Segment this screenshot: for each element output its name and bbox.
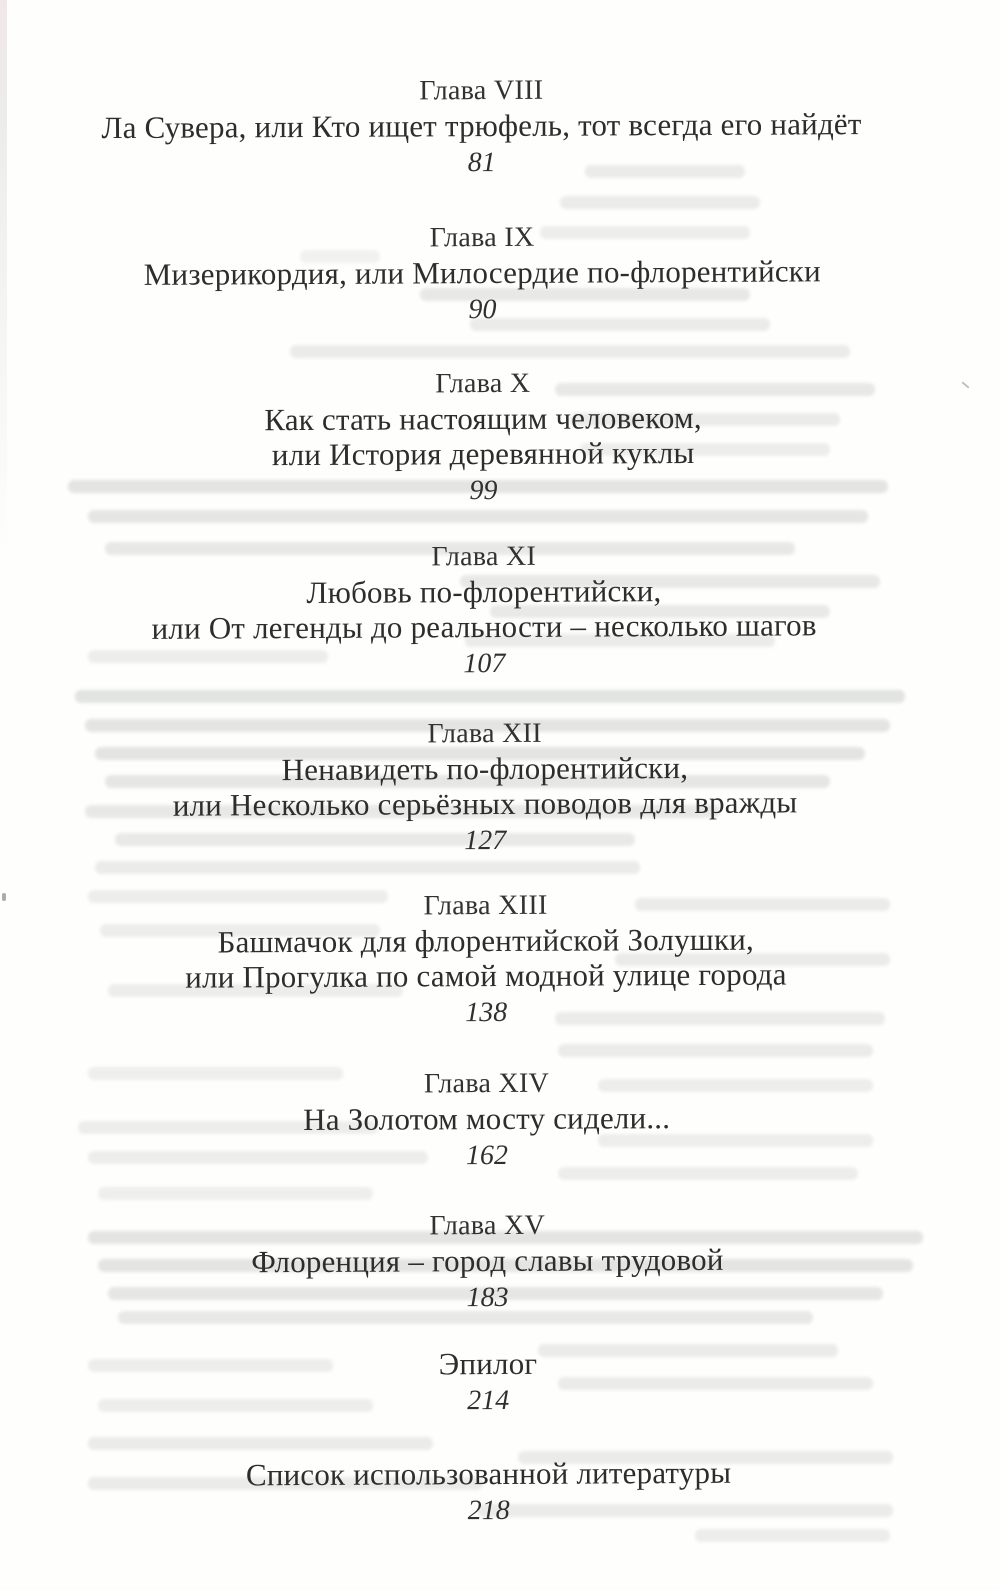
page-number: 183 <box>466 1281 509 1314</box>
chapter-title-line: Ненавидеть по-флорентийски, <box>281 750 689 788</box>
chapter-title-line: Ла Сувера, или Кто ищет трюфель, тот всегда его найдёт <box>101 106 862 146</box>
chapter-title-line: или От легенды до реальности – несколько шагов <box>151 607 817 646</box>
chapter-title-line: Башмачок для флорентийской Золушки, <box>217 921 755 960</box>
toc-entry <box>3 1344 973 1421</box>
chapter-heading: Глава XIII <box>423 889 548 922</box>
chapter-heading: Глава XV <box>429 1209 546 1242</box>
page-number: 218 <box>467 1494 510 1527</box>
page-number: 127 <box>464 824 507 857</box>
toc-entry <box>3 1454 973 1531</box>
chapter-title-line: На Золотом мосту сидели... <box>303 1100 671 1138</box>
toc-entry <box>0 537 969 684</box>
toc-entry <box>2 1206 973 1318</box>
page-number: 90 <box>468 294 497 326</box>
bibliography-heading: Список использованной литературы <box>245 1454 732 1493</box>
scan-edge-shadow <box>0 0 7 1587</box>
chapter-title-line: Как стать настоящим человеком, <box>264 399 702 438</box>
page-number: 81 <box>467 147 496 179</box>
chapter-title-line: или Несколько серьёзных поводов для вражды <box>172 784 798 823</box>
chapter-heading: Глава VIII <box>419 74 544 107</box>
chapter-heading: Глава XI <box>431 540 537 573</box>
chapter-heading: Глава X <box>435 367 531 400</box>
toc-entry <box>0 714 970 861</box>
page-number: 138 <box>465 996 508 1029</box>
toc-entry <box>0 71 967 183</box>
page-number: 107 <box>463 647 506 680</box>
chapter-title-line: Мизерикордия, или Милосердие по-флорентийски <box>143 253 821 292</box>
toc-entry <box>1 886 972 1033</box>
epilogue-heading: Эпилог <box>438 1345 538 1382</box>
chapter-heading: Глава IX <box>429 221 535 254</box>
page-number: 214 <box>467 1384 510 1417</box>
toc-entry <box>0 364 968 511</box>
toc-entry <box>1 1064 972 1176</box>
scan-speck <box>2 893 6 901</box>
page-number: 162 <box>465 1139 508 1172</box>
chapter-title-line: или Прогулка по самой модной улице города <box>185 956 787 995</box>
chapter-title-line: Любовь по-флорентийски, <box>306 573 662 611</box>
toc-entry <box>0 218 968 330</box>
page-number: 99 <box>469 475 498 507</box>
chapter-heading: Глава XIV <box>423 1067 550 1100</box>
chapter-heading: Глава XII <box>427 717 542 750</box>
chapter-title-line: Флоренция – город славы трудовой <box>251 1241 724 1280</box>
chapter-title-line: или История деревянной куклы <box>271 434 695 473</box>
